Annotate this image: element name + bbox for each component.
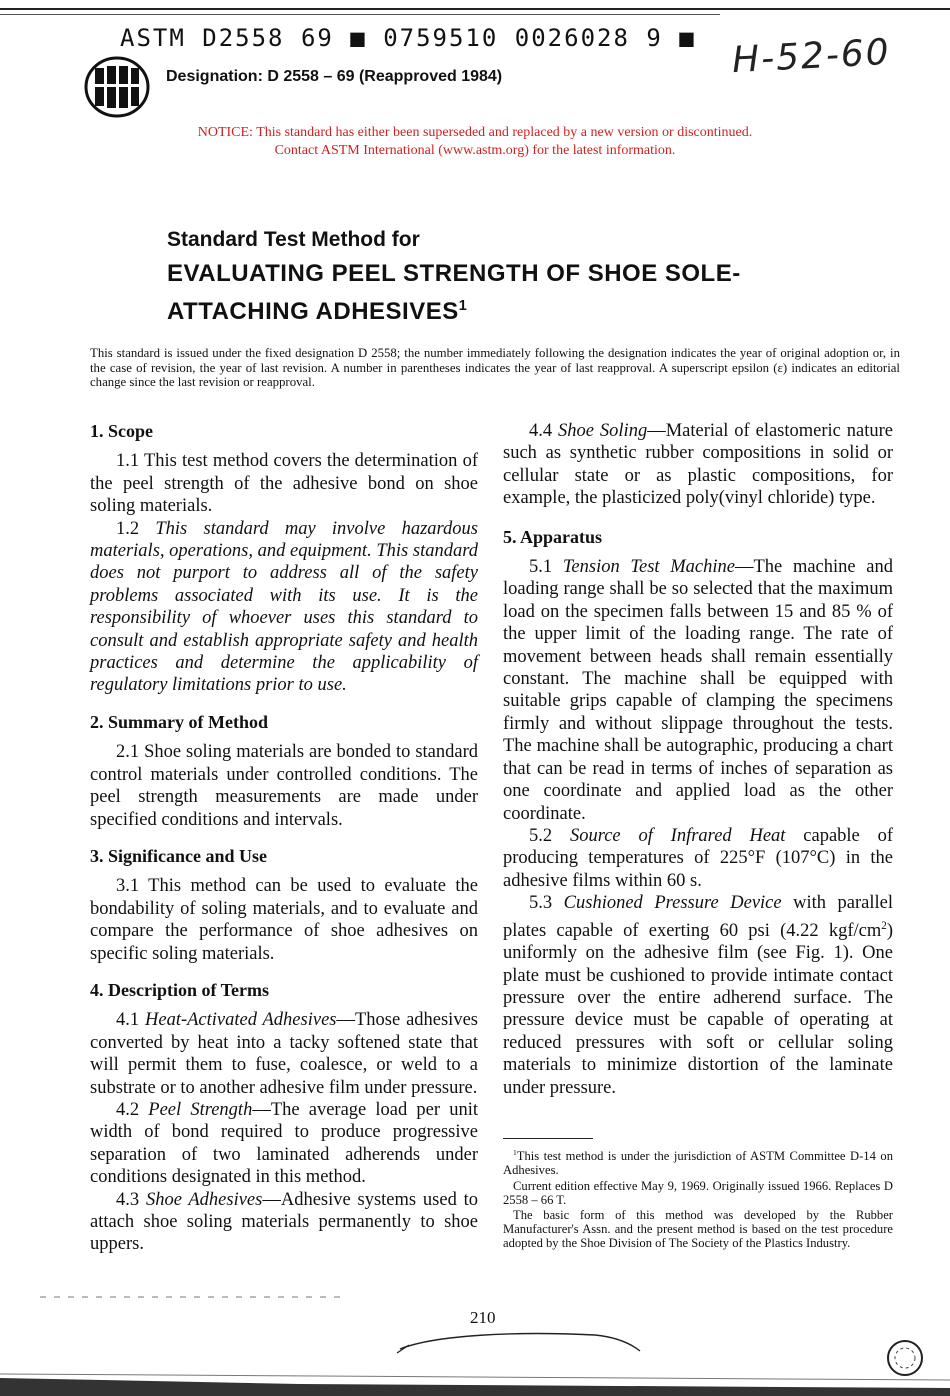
para-number: 5.3: [529, 893, 564, 914]
term: Peel Strength: [148, 1099, 253, 1120]
para-number: 1.2: [116, 518, 156, 539]
left-column: [90, 420, 478, 1256]
notice-line-1: NOTICE: This standard has either been superseded and replaced by a new version or discontinued.: [197, 125, 753, 140]
definition: —The average load per unit width of bond required to produce progressive separation of two laminated adherends under conditions designated in this method.: [90, 1099, 478, 1188]
paragraph-5-2: [503, 825, 893, 892]
term: Heat-Activated Adhesives: [145, 1010, 337, 1031]
astm-logo-icon: [84, 56, 150, 118]
right-column: [503, 420, 893, 1099]
para-number: 4.2: [116, 1099, 149, 1120]
paragraph-5-1: [503, 556, 893, 825]
footnote-1: [503, 1146, 893, 1178]
scan-bottom-edge: [0, 1370, 950, 1396]
definition: capable of producing temperatures of 225°F (107°C) in the adhesive films within 60 s.: [503, 825, 893, 891]
title-kicker: Standard Test Method for: [167, 228, 420, 251]
term: Source of Infrared Heat: [569, 825, 786, 846]
footnote-rule: [503, 1138, 593, 1139]
footnote-text: This test method is under the jurisdiction of ASTM Committee D-14 on Adhesives.: [503, 1149, 893, 1178]
term: Tension Test Machine: [562, 557, 735, 578]
footnotes: [503, 1146, 893, 1252]
paragraph-4-2: [90, 1099, 478, 1189]
paragraph-4-1: [90, 1009, 478, 1099]
paragraph-4-3: [90, 1189, 478, 1256]
paragraph-5-3: [503, 892, 893, 1099]
term: Cushioned Pressure Device: [563, 893, 782, 914]
top-rule-secondary: [0, 14, 720, 15]
footnote-3: The basic form of this method was developed by the Rubber Manufacturer's Assn. and the present method is based on the test procedure adopted by the Shoe Division of The Society of the Plastics Industry.: [503, 1208, 893, 1251]
definition: with parallel plates capable of exerting 60 psi (4.22 kgf/cm: [503, 893, 893, 941]
page-number: 210: [470, 1308, 496, 1327]
paragraph-2-1: 2.1 Shoe soling materials are bonded to standard control materials under controlled conditions. The peel strength measurements are made under specified conditions and intervals.: [90, 742, 478, 830]
paragraph-4-4: [503, 420, 893, 510]
definition: —The machine and loading range shall be so selected that the maximum load on the specimen falls between 15 and 85 % of the upper limit of the loading range. The rate of movement between heads shall remain essentially constant. The machine shall be equipped with suitable grips capable of clamping the specimens firmly and without slippage throughout the tests. The machine shall be autographic, producing a chart that can be read in terms of inches of separation as one coordinate and applied load as the other coordinate.: [503, 557, 894, 824]
para-number: 5.1: [529, 557, 563, 578]
para-number: 4.4: [529, 421, 559, 441]
superscript: 2: [881, 919, 887, 932]
para-number: 4.1: [116, 1010, 145, 1031]
paragraph-1-1: 1.1 This test method covers the determination of the peel strength of the adhesive bond on shoe soling materials.: [90, 451, 478, 517]
handwritten-annotation: H-52-60: [731, 31, 892, 82]
ocr-header-line: ASTM D2558 69 ■ 0759510 0026028 9 ■: [120, 24, 696, 52]
footnote-2: Current edition effective May 9, 1969. Originally issued 1966. Replaces D 2558 – 66 T.: [503, 1178, 893, 1207]
definition: —Those adhesives converted by heat into a tacky softened state that will permit them to fuse, coalesce, or weld to a substrate or to another adhesive film under pressure.: [90, 1010, 478, 1098]
definition: —Material of elastomeric nature such as synthetic rubber compositions in solid or cellular state or as plastic compositions, for example, the plasticized poly(vinyl chloride) type.: [503, 421, 894, 509]
para-number: 5.2: [529, 825, 570, 846]
definition: —Adhesive systems used to attach shoe soling materials permanently to shoe uppers.: [90, 1189, 479, 1255]
top-rule: [0, 8, 950, 10]
safety-caveat: This standard may involve hazardous materials, operations, and equipment. This standard does not purport to address all of the safety problems associated with its use. It is the responsibility of whoever uses this standard to consult and establish appropriate safety and health practices and determine the applicability of regulatory limitations prior to use.: [90, 518, 478, 696]
section-heading: 4. Description of Terms: [90, 979, 269, 1000]
title-footnote-mark: 1: [458, 298, 468, 314]
definition: ) uniformly on the adhesive film (see Fig. 1). One plate must be cushioned to provide intimate contact pressure over the entire adherend surface. The pressure device must be capable of operating at reduced pressures with soft or cellular soling materials to minimize distortion of the laminate under pressure.: [503, 920, 893, 1098]
paragraph-3-1: 3.1 This method can be used to evaluate the bondability of soling materials, and to evaluate and compare the performance of shoe adhesives on specific soling materials.: [90, 876, 478, 964]
notice-line-2: Contact ASTM International (www.astm.org) for the latest information.: [274, 143, 676, 158]
section-heading: 1. Scope: [90, 421, 153, 441]
designation: Designation: D 2558 – 69 (Reapproved 1984): [166, 68, 503, 85]
term: Shoe Soling: [558, 421, 648, 441]
pen-stroke-artifact: [395, 1325, 645, 1355]
para-number: 4.3: [116, 1189, 146, 1210]
page-title: [167, 258, 807, 328]
issued-note: This standard is issued under the fixed designation D 2558; the number immediately following the designation indicates the year of original adoption or, in the case of revision, the year of last revision. A number in parentheses indicates the year of last reapproval. A superscript epsilon (ε) indicates an editorial change since the last revision or reapproval.: [90, 346, 900, 389]
section-heading: 5. Apparatus: [503, 526, 603, 547]
paragraph-1-2: [90, 518, 478, 697]
title-text: EVALUATING PEEL STRENGTH OF SHOE SOLE-ATTACHING ADHESIVES: [167, 260, 741, 325]
section-heading: 3. Significance and Use: [90, 845, 268, 866]
footnote-mark: 1: [513, 1148, 517, 1157]
scan-artifact-dashes: [40, 1296, 340, 1298]
term: Shoe Adhesives: [145, 1189, 263, 1210]
supersede-notice: [150, 124, 800, 160]
section-heading: 2. Summary of Method: [90, 711, 268, 732]
